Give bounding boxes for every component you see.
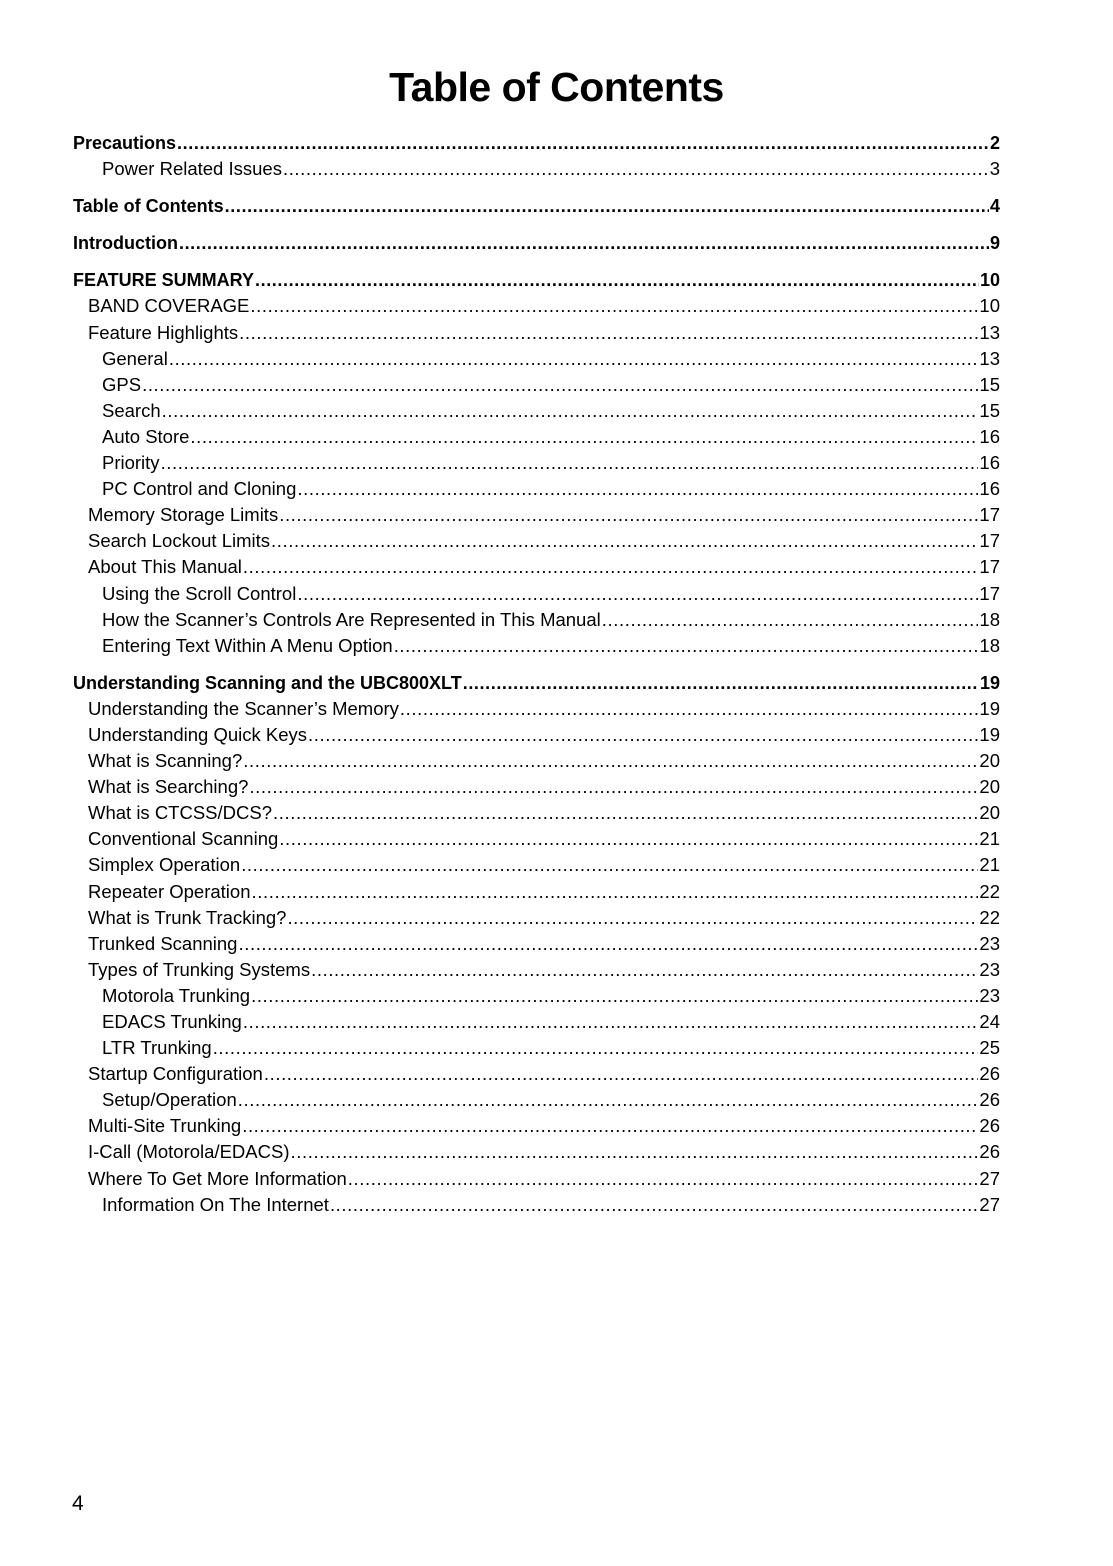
page-number: 4 [72,1492,84,1515]
toc-dot-leader [243,554,979,580]
toc-entry[interactable] [73,852,1000,878]
toc-entry-page: 21 [979,828,1000,850]
toc-entry-page: 22 [979,906,1000,928]
toc-entry[interactable] [73,528,1000,554]
toc-entry-label: Auto Store [102,425,190,447]
toc-entry[interactable] [73,931,1000,957]
toc-dot-leader [169,346,979,372]
toc-entry-label: Precautions [73,133,177,153]
toc-dot-leader [291,1139,979,1165]
toc-dot-leader [142,372,978,398]
toc-entry-page: 20 [979,802,1000,824]
toc-entry-label: Simplex Operation [88,854,241,876]
toc-entry-label: Entering Text Within A Menu Option [102,634,393,656]
toc-entry-label: Repeater Operation [88,880,251,902]
toc-dot-leader [243,1009,979,1035]
toc-dot-leader [255,267,979,293]
toc-entry[interactable] [73,1139,1000,1165]
toc-dot-leader [264,1061,979,1087]
toc-entry[interactable] [73,502,1000,528]
toc-entry[interactable] [73,1113,1000,1139]
toc-entry[interactable] [73,748,1000,774]
toc-entry[interactable] [73,826,1000,852]
toc-dot-leader [250,293,978,319]
toc-entry[interactable] [73,957,1000,983]
toc-entry-page: 19 [979,697,1000,719]
toc-entry-page: 13 [979,347,1000,369]
toc-entry-page: 19 [979,672,1000,693]
toc-dot-leader [242,1113,978,1139]
toc-entry-label: Trunked Scanning [88,932,238,954]
toc-entry-label: FEATURE SUMMARY [73,270,254,291]
toc-dot-leader [225,193,989,219]
toc-entry-page: 27 [979,1193,1000,1215]
toc-dot-leader [179,230,989,256]
toc-entry[interactable] [73,476,1000,502]
toc-entry[interactable] [73,722,1000,748]
toc-dot-leader [238,931,978,957]
toc-entry-page: 16 [979,452,1000,474]
toc-entry[interactable] [73,1166,1000,1192]
toc-entry-page: 26 [979,1141,1000,1163]
toc-entry[interactable] [73,398,1000,424]
toc-entry-label: Understanding the Scanner’s Memory [88,697,399,719]
toc-entry-label: Setup/Operation [102,1089,237,1111]
toc-entry-label: LTR Trunking [102,1037,212,1059]
toc-dot-leader [162,398,979,424]
toc-entry-page: 3 [989,158,1000,180]
toc-entry-label: Feature Highlights [88,321,239,343]
toc-entry-label: BAND COVERAGE [88,295,250,317]
toc-dot-leader [463,670,979,696]
toc-entry[interactable] [73,696,1000,722]
toc-entry-page: 18 [979,608,1000,630]
toc-entry-label: What is Trunk Tracking? [88,906,287,928]
toc-entry-page: 24 [979,1011,1000,1032]
toc-entry-label: I-Call (Motorola/EDACS) [88,1141,290,1163]
toc-entry-page: 16 [979,478,1000,500]
toc-entry[interactable] [73,424,1000,450]
toc-entry[interactable] [73,156,1000,182]
toc-dot-leader [308,722,978,748]
toc-entry-label: What is Searching? [88,776,249,798]
toc-entry[interactable] [73,267,1000,293]
toc-entry-page: 13 [979,321,1000,343]
toc-dot-leader [251,983,978,1009]
toc-entry[interactable] [73,670,1000,696]
toc-entry-label: Power Related Issues [102,158,282,180]
toc-entry-page: 17 [979,556,1000,578]
toc-entry-page: 26 [979,1115,1000,1137]
toc-entry-label: EDACS Trunking [102,1011,242,1032]
toc-dot-leader [243,748,978,774]
toc-entry-page: 17 [979,504,1000,526]
toc-entry-label: Introduction [73,233,178,254]
toc-entry-label: Motorola Trunking [102,984,251,1006]
toc-dot-leader [239,320,978,346]
toc-entry-label: How the Scanner’s Controls Are Represented in This Manual [102,608,601,630]
toc-dot-leader [287,905,978,931]
toc-dot-leader [271,528,978,554]
toc-entry-page: 20 [979,776,1000,798]
toc-entry-page: 15 [979,399,1000,421]
toc-dot-leader [249,774,978,800]
toc-entry-label: Startup Configuration [88,1063,263,1085]
toc-entry-label: Table of Contents [73,196,224,217]
toc-entry-label: Understanding Scanning and the UBC800XLT [73,672,462,693]
toc-entry[interactable] [73,633,1000,659]
toc-dot-leader [400,696,979,722]
toc-entry-page: 27 [979,1167,1000,1189]
toc-entry[interactable] [73,372,1000,398]
page-title: Table of Contents [389,64,724,110]
toc-entry-page: 26 [979,1089,1000,1111]
toc-entry-label: Memory Storage Limits [88,504,279,526]
toc-dot-leader [273,800,978,826]
toc-dot-leader [252,879,979,905]
toc-entry-page: 26 [979,1063,1000,1085]
table-of-contents [73,130,1000,1218]
toc-dot-leader [283,156,989,182]
toc-entry-label: Search [102,399,161,421]
toc-entry-label: Types of Trunking Systems [88,958,311,980]
toc-entry-label: Where To Get More Information [88,1167,347,1189]
toc-entry-label: GPS [102,373,142,395]
toc-entry-page: 17 [979,582,1000,604]
toc-dot-leader [190,424,978,450]
toc-entry-label: What is Scanning? [88,750,243,772]
toc-entry[interactable] [73,1009,1000,1035]
toc-entry-page: 21 [979,854,1000,876]
toc-entry-page: 2 [989,133,1000,153]
toc-dot-leader [602,607,979,633]
toc-entry[interactable] [73,1035,1000,1061]
toc-dot-leader [279,502,978,528]
toc-entry-page: 23 [979,984,1000,1006]
toc-entry-page: 23 [979,932,1000,954]
toc-dot-leader [238,1087,979,1113]
toc-entry-label: Priority [102,452,160,474]
toc-dot-leader [297,581,978,607]
toc-dot-leader [348,1166,979,1192]
toc-entry[interactable] [73,1192,1000,1218]
toc-entry[interactable] [73,581,1000,607]
toc-entry[interactable] [73,607,1000,633]
toc-entry[interactable] [73,774,1000,800]
toc-entry[interactable] [73,320,1000,346]
toc-entry[interactable] [73,983,1000,1009]
toc-entry-page: 15 [979,373,1000,395]
toc-dot-leader [297,476,978,502]
toc-dot-leader [394,633,979,659]
toc-entry-page: 9 [989,233,1000,254]
toc-entry-page: 17 [979,530,1000,552]
toc-entry-label: Understanding Quick Keys [88,723,308,745]
toc-entry-page: 10 [979,295,1000,317]
toc-entry[interactable] [73,193,1000,219]
toc-entry[interactable] [73,879,1000,905]
toc-entry-page: 20 [979,750,1000,772]
toc-entry[interactable] [73,905,1000,931]
toc-entry-label: About This Manual [88,556,242,578]
toc-entry-page: 22 [979,880,1000,902]
toc-entry[interactable] [73,1061,1000,1087]
toc-dot-leader [279,826,978,852]
toc-entry[interactable] [73,130,1000,156]
toc-dot-leader [161,450,979,476]
toc-entry-label: Conventional Scanning [88,828,279,850]
toc-entry-page: 18 [979,634,1000,656]
toc-entry[interactable] [73,800,1000,826]
toc-dot-leader [330,1192,978,1218]
toc-entry[interactable] [73,1087,1000,1113]
toc-entry[interactable] [73,293,1000,319]
toc-entry-label: What is CTCSS/DCS? [88,802,273,824]
toc-dot-leader [213,1035,979,1061]
toc-entry-page: 16 [979,425,1000,447]
toc-entry[interactable] [73,554,1000,580]
toc-entry-label: Using the Scroll Control [102,582,297,604]
toc-dot-leader [177,130,989,156]
toc-entry[interactable] [73,346,1000,372]
toc-entry-label: Multi-Site Trunking [88,1115,242,1137]
toc-entry-label: General [102,347,168,369]
toc-entry-page: 4 [989,196,1000,217]
toc-entry-page: 23 [979,958,1000,980]
toc-entry[interactable] [73,230,1000,256]
toc-dot-leader [311,957,978,983]
toc-entry[interactable] [73,450,1000,476]
toc-entry-page: 19 [979,723,1000,745]
toc-entry-label: Information On The Internet [102,1193,329,1215]
toc-entry-label: PC Control and Cloning [102,478,297,500]
toc-entry-page: 10 [979,270,1000,291]
toc-entry-page: 25 [979,1037,1000,1059]
toc-dot-leader [241,852,978,878]
toc-entry-label: Search Lockout Limits [88,530,271,552]
